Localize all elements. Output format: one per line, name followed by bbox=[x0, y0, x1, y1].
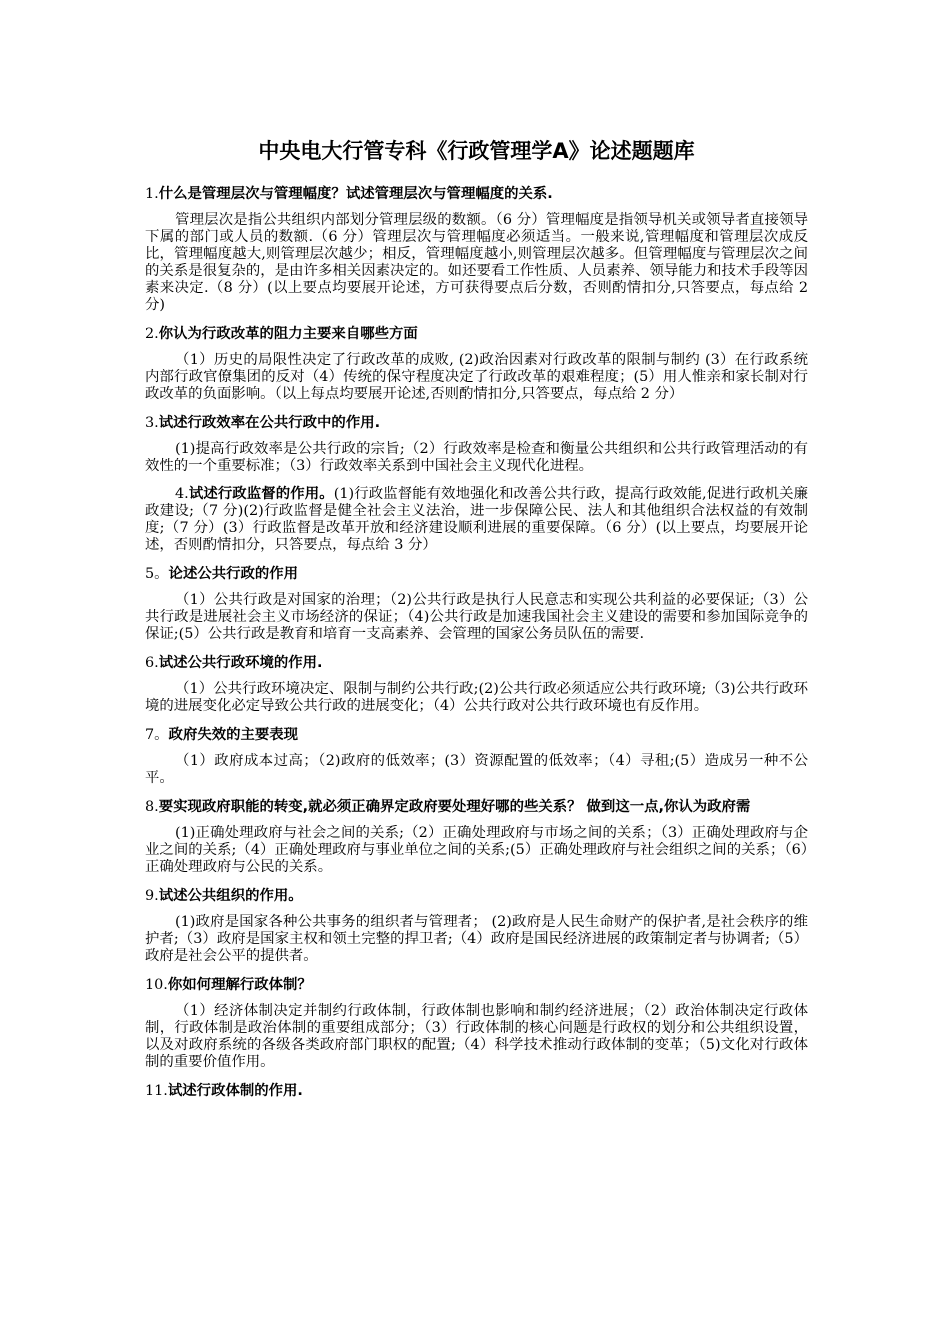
question-heading bbox=[145, 654, 808, 672]
question-heading bbox=[145, 414, 808, 432]
question-text: 要实现政府职能的转变,就必须正确界定政府要处理好哪的些关系？ 做到这一点,你认为政府需 bbox=[158, 799, 751, 815]
question-number: 6. bbox=[145, 655, 159, 671]
question-text: 论述公共行政的作用 bbox=[168, 566, 299, 582]
answer-text: (1)行政监督能有效地强化和改善公共行政，提高行政效能,促进行政机关廉政建设;（7 分)(2)行政监督是健全社会主义法治，进一步保障公民、法人和其他组织合法权益的有效制度;（7 分）(3）行政监督是改革开放和经济建设顺利进展的重要保障。（6 分）(以上要点，均要展开论述，否则酌情扣分，只答要点，每点给 3 分） bbox=[145, 486, 808, 553]
answer-paragraph: (1)正确处理政府与社会之间的关系;（2）正确处理政府与市场之间的关系；（3）正确处理政府与企业之间的关系;（4）正确处理政府与事业单位之间的关系;(5）正确处理政府与社会组织之间的关系；（6）正确处理政府与公民的关系。 bbox=[145, 825, 808, 875]
question-number: 3. bbox=[145, 415, 159, 431]
question-text: 试述行政效率在公共行政中的作用. bbox=[158, 415, 381, 431]
question-text: 试述公共行政环境的作用. bbox=[158, 655, 323, 671]
question-number: 4. bbox=[175, 486, 189, 502]
question-text: 政府失效的主要表现 bbox=[168, 727, 299, 743]
answer-paragraph: (1)政府是国家各种公共事务的组织者与管理者； (2)政府是人民生命财产的保护者,是社会秩序的维护者;（3）政府是国家主权和领土完整的捍卫者;（4）政府是国民经济进展的政策制定者与协调者;（5）政府是社会公平的提供者。 bbox=[145, 914, 808, 964]
answer-paragraph: 管理层次是指公共组织内部划分管理层级的数额。（6 分）管理幅度是指领导机关或领导者直接领导下属的部门或人员的数额.（6 分）管理层次与管理幅度必须适当。一般来说,管理幅度和管理层次成反比，管理幅度越大,则管理层次越少；相反，管理幅度越小,则管理层次越多。但管理幅度与管理层次之间的关系是很复杂的，是由许多相关因素决定的。如还要看工作性质、人员素养、领导能力和技术手段等因素来决定.（8 分）(以上要点均要展开论述，方可获得要点后分数，否则酌情扣分,只答要点，每点给 2 分) bbox=[145, 212, 808, 313]
question-heading bbox=[145, 976, 808, 994]
question-heading bbox=[145, 1082, 808, 1100]
question-number: 8. bbox=[145, 799, 159, 815]
question-number: 7。 bbox=[145, 727, 169, 743]
question-number: 9. bbox=[145, 888, 159, 904]
question-number: 10. bbox=[145, 977, 168, 993]
answer-paragraph: （1）经济体制决定并制约行政体制，行政体制也影响和制约经济进展；（2）政治体制决定行政体制，行政体制是政治体制的重要组成部分；（3）行政体制的核心问题是行政权的划分和公共组织设置，以及对政府系统的各级各类政府部门职权的配置;（4）科学技术推动行政体制的变革；（5)文化对行政体制的重要价值作用。 bbox=[145, 1003, 808, 1070]
question-text: 试述公共组织的作用。 bbox=[158, 888, 303, 904]
question-heading bbox=[145, 798, 808, 816]
question-text: 你认为行政改革的阻力主要来自哪些方面 bbox=[158, 326, 418, 342]
answer-paragraph: （1）政府成本过高；（2)政府的低效率；(3）资源配置的低效率；（4）寻租;(5）造成另一种不公平。 bbox=[145, 753, 808, 786]
answer-paragraph: （1）公共行政是对国家的治理；（2)公共行政是执行人民意志和实现公共利益的必要保证;（3）公共行政是进展社会主义市场经济的保证；（4)公共行政是加速我国社会主义建设的需要和参加国际竞争的保证;(5）公共行政是教育和培育一支高素养、会管理的国家公务员队伍的需要. bbox=[145, 592, 808, 642]
question-number: 5。 bbox=[145, 566, 169, 582]
question-text: 试述行政体制的作用. bbox=[167, 1083, 303, 1099]
answer-paragraph-inline bbox=[145, 486, 808, 554]
document-page bbox=[145, 130, 808, 1109]
question-heading bbox=[145, 565, 808, 583]
question-heading bbox=[145, 325, 808, 343]
question-number: 1. bbox=[145, 186, 159, 202]
answer-paragraph: （1）历史的局限性决定了行政改革的成败, (2)政治因素对行政改革的限制与制约 (3）在行政系统内部行政官僚集团的反对（4）传统的保守程度决定了行政改革的艰难程度；(5）用人惟亲和家长制对行政改革的负面影响。（以上每点均要展开论述,否则酌情扣分,只答要点，每点给 2 分） bbox=[145, 352, 808, 402]
question-number: 11. bbox=[145, 1083, 168, 1099]
question-heading bbox=[145, 185, 808, 203]
question-heading bbox=[145, 726, 808, 744]
document-title: 中央电大行管专科《行政管理学A》论述题题库 bbox=[258, 139, 695, 163]
question-number: 2. bbox=[145, 326, 159, 342]
question-text: 试述行政监督的作用。 bbox=[188, 486, 334, 502]
answer-paragraph: (1)提高行政效率是公共行政的宗旨;（2）行政效率是检查和衡量公共组织和公共行政管理活动的有效性的一个重要标准；（3）行政效率关系到中国社会主义现代化进程。 bbox=[145, 441, 808, 474]
question-text: 什么是管理层次与管理幅度？试述管理层次与管理幅度的关系. bbox=[158, 186, 553, 202]
question-text: 你如何理解行政体制？ bbox=[167, 977, 312, 993]
question-heading bbox=[145, 887, 808, 905]
answer-paragraph: （1）公共行政环境决定、限制与制约公共行政;(2)公共行政必须适应公共行政环境;（3)公共行政环境的进展变化必定导致公共行政的进展变化；（4）公共行政对公共行政环境也有反作用。 bbox=[145, 681, 808, 714]
